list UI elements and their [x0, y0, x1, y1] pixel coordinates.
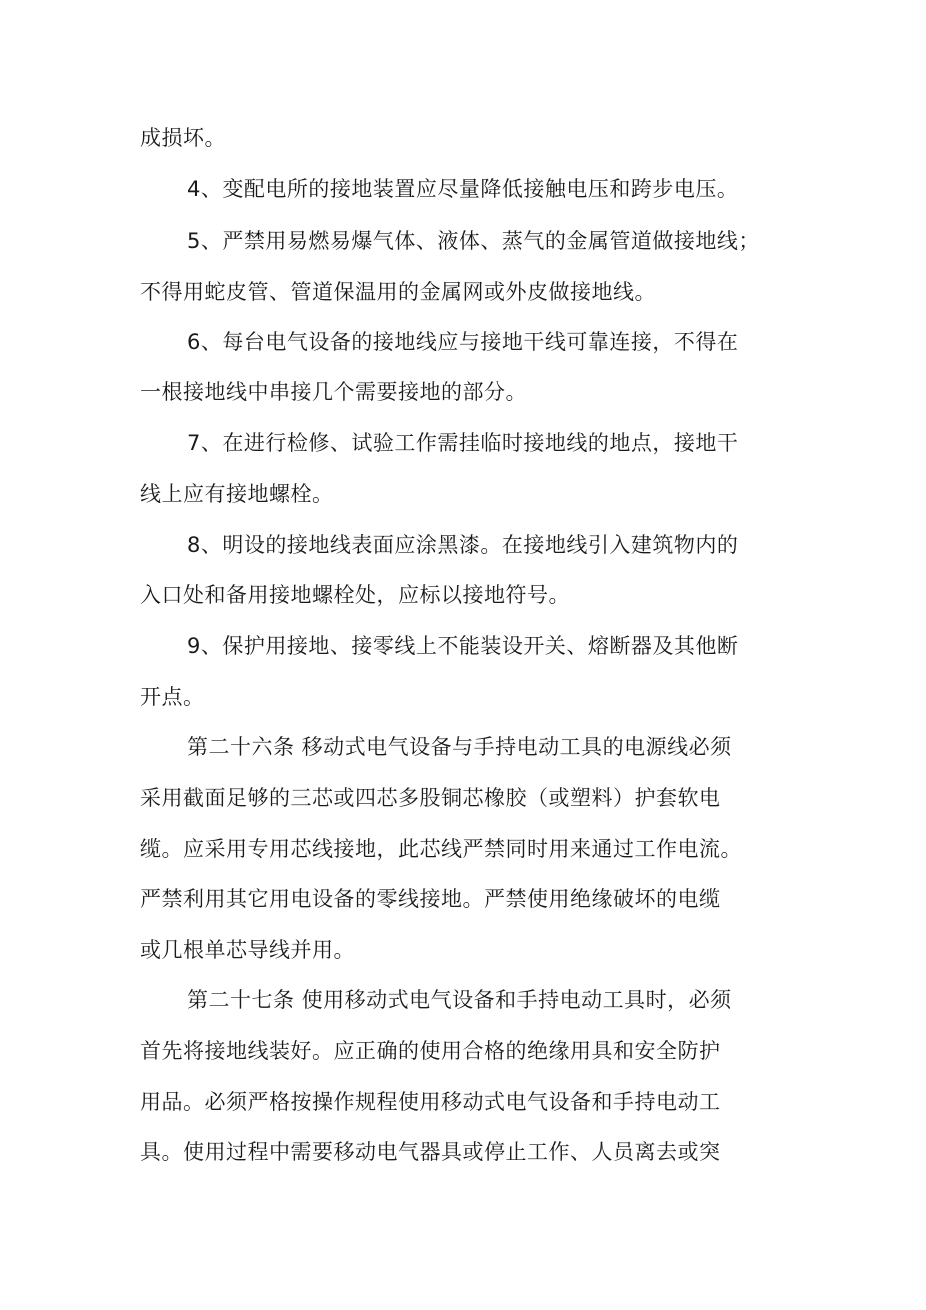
text-line-article-26-cont-4: 或几根单芯导线并用。	[140, 938, 355, 962]
text-line-continuation: 成损坏。	[140, 126, 226, 150]
text-line-item-8-cont: 入口处和备用接地螺栓处，应标以接地符号。	[140, 583, 570, 607]
text-line-article-27-cont-1: 首先将接地线装好。应正确的使用合格的绝缘用具和安全防护	[140, 1039, 721, 1063]
text-line-article-27: 第二十七条 使用移动式电气设备和手持电动工具时，必须	[187, 988, 732, 1012]
text-line-item-4: 4、变配电所的接地装置应尽量降低接触电压和跨步电压。	[187, 177, 739, 201]
text-line-item-9: 9、保护用接地、接零线上不能装设开关、熔断器及其他断	[187, 634, 739, 658]
text-line-article-26-cont-3: 严禁利用其它用电设备的零线接地。严禁使用绝缘破坏的电缆	[140, 887, 721, 911]
text-line-item-8: 8、明设的接地线表面应涂黑漆。在接地线引入建筑物内的	[187, 533, 739, 557]
text-line-item-7-cont: 线上应有接地螺栓。	[140, 482, 334, 506]
text-line-item-7: 7、在进行检修、试验工作需挂临时接地线的地点，接地干	[187, 431, 739, 455]
text-line-article-26: 第二十六条 移动式电气设备与手持电动工具的电源线必须	[187, 735, 732, 759]
text-line-item-6: 6、每台电气设备的接地线应与接地干线可靠连接，不得在	[187, 330, 739, 354]
text-line-article-27-cont-3: 具。使用过程中需要移动电气器具或停止工作、人员离去或突	[140, 1140, 721, 1164]
text-line-article-26-cont-2: 缆。应采用专用芯线接地，此芯线严禁同时用来通过工作电流。	[140, 837, 742, 861]
text-line-item-6-cont: 一根接地线中串接几个需要接地的部分。	[140, 380, 527, 404]
text-line-item-5: 5、严禁用易燃易爆气体、液体、蒸气的金属管道做接地线；	[187, 229, 760, 253]
text-line-article-27-cont-2: 用品。必须严格按操作规程使用移动式电气设备和手持电动工	[140, 1090, 721, 1114]
text-line-item-5-cont: 不得用蛇皮管、管道保温用的金属网或外皮做接地线。	[140, 280, 656, 304]
text-line-article-26-cont-1: 采用截面足够的三芯或四芯多股铜芯橡胶（或塑料）护套软电	[140, 786, 721, 810]
text-line-item-9-cont: 开点。	[140, 685, 205, 709]
